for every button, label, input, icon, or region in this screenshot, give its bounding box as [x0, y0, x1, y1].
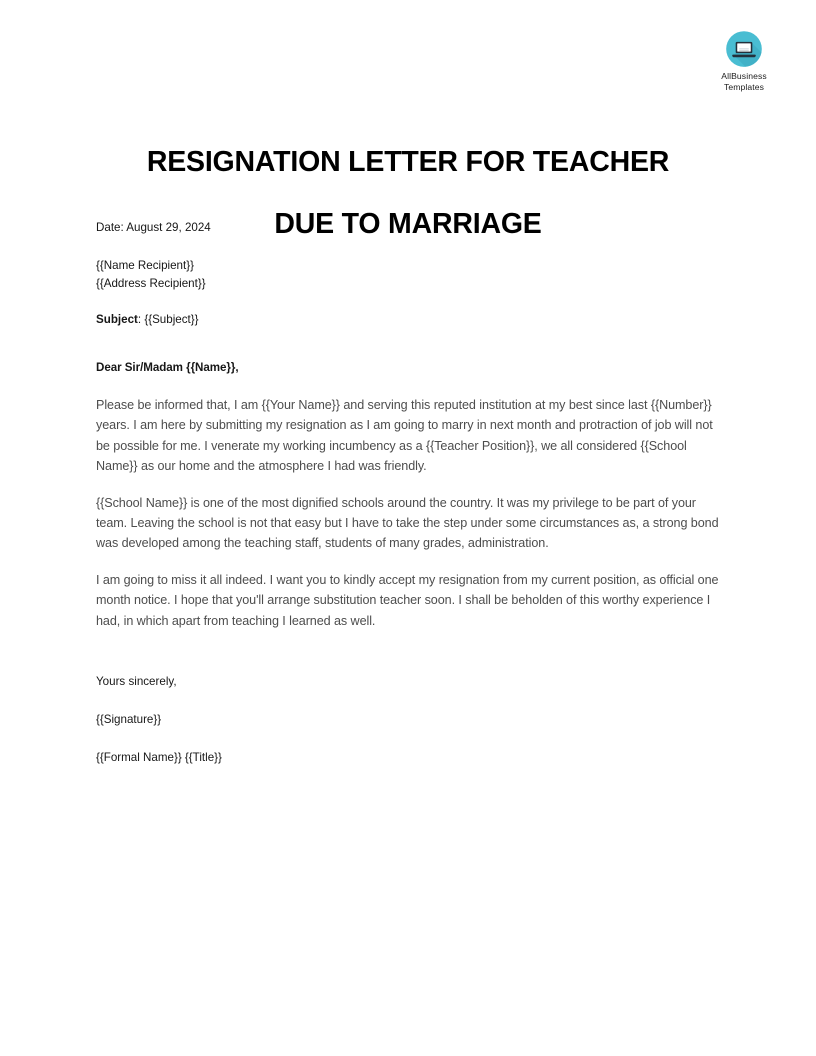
spacer	[96, 691, 722, 711]
subject-separator: :	[137, 313, 145, 326]
laptop-icon	[725, 30, 763, 68]
letter-body	[96, 219, 722, 767]
paragraph-2: {{School Name}} is one of the most dignified schools around the country. It was my privilege to be part of your team. Leaving the school is not that easy but I have to take the step under some circumstances as, a strong bond was developed among the teaching staff, students of many grades, administration.	[96, 495, 719, 551]
subject-line	[96, 311, 722, 329]
brand-logo	[696, 30, 792, 93]
paragraph-1: Please be informed that, I am {{Your Name}} and serving this reputed institution at my best since last {{Number}} years. I am here by submitting my resignation as I am going to marry in next month and protraction of job will not be possible for me. I venerate my working incumbency as a {{Teacher Position}}, we all considered {{School Name}} as our home and the atmosphere I had was friendly.	[96, 398, 713, 474]
spacer	[96, 237, 722, 257]
letter-date: Date: August 29, 2024	[96, 221, 211, 234]
recipient-address: {{Address Recipient}}	[96, 277, 206, 290]
page-title-line2: DUE TO MARRIAGE	[274, 208, 542, 241]
subject-value: {{Subject}}	[144, 313, 199, 326]
spacer	[96, 293, 722, 311]
page-title-line1: RESIGNATION LETTER FOR TEACHER	[146, 146, 670, 179]
paragraph-3: I am going to miss it all indeed. I want you to kindly accept my resignation from my current position, as official one month notice. I hope that you'll arrange substitution teacher soon. I shall be beholden of this worthy experience I had, in which apart from teaching I learned as well.	[96, 572, 719, 628]
spacer	[96, 377, 722, 395]
salutation: Dear Sir/Madam {{Name}},	[96, 361, 239, 374]
recipient-name: {{Name Recipient}}	[96, 259, 194, 272]
spacer	[96, 329, 722, 359]
signature-placeholder: {{Signature}}	[96, 713, 162, 727]
closing-line: Yours sincerely,	[96, 675, 177, 689]
brand-logo-line1: AllBusiness	[721, 71, 767, 81]
spacer	[96, 647, 722, 673]
brand-logo-text	[696, 71, 792, 93]
subject-label: Subject	[96, 313, 138, 326]
sender-name-title: {{Formal Name}} {{Title}}	[96, 751, 222, 765]
spacer	[96, 729, 722, 749]
brand-logo-line2: Templates	[723, 82, 765, 92]
